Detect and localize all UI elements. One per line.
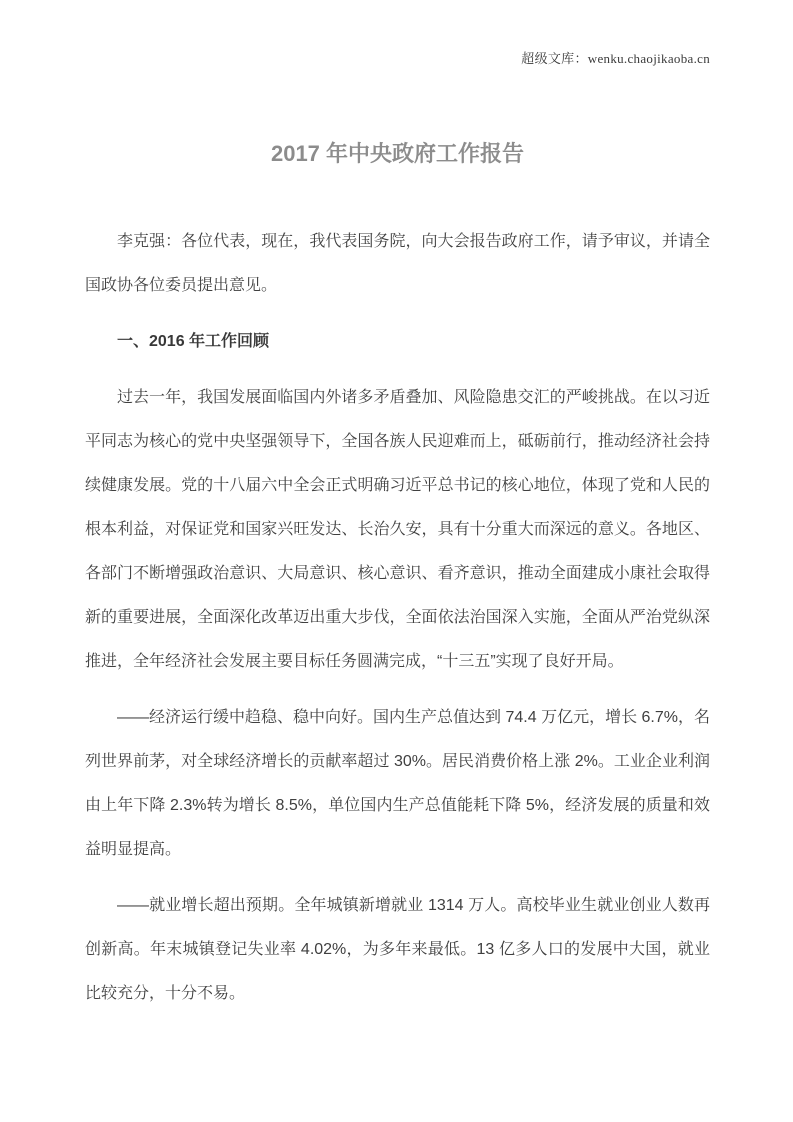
page-header — [0, 50, 793, 68]
paragraph-economy: ——经济运行缓中趋稳、稳中向好。国内生产总值达到 74.4 万亿元，增长 6.7%，名列世界前茅，对全球经济增长的贡献率超过 30%。居民消费价格上涨 2%。工业企业利润由上年下降 2.3%转为增长 8.5%，单位国内生产总值能耗下降 5%，经济发展的质量和效益明显提高。 — [85, 709, 710, 858]
section-heading-2016-review: 一、2016 年工作回顾 — [117, 333, 270, 350]
site-credit: 超级文库：wenku.chaojikaoba.cn — [521, 51, 710, 66]
paragraph-employment: ——就业增长超出预期。全年城镇新增就业 1314 万人。高校毕业生就业创业人数再创新高。年末城镇登记失业率 4.02%，为多年来最低。13 亿多人口的发展中大国，就业比较充分，十分不易。 — [85, 897, 710, 1002]
document-title: 2017 年中央政府工作报告 — [270, 141, 525, 166]
paragraph-overview: 过去一年，我国发展面临国内外诸多矛盾叠加、风险隐患交汇的严峻挑战。在以习近平同志为核心的党中央坚强领导下，全国各族人民迎难而上，砥砺前行，推动经济社会持续健康发展。党的十八届六中全会正式明确习近平总书记的核心地位，体现了党和人民的根本利益，对保证党和国家兴旺发达、长治久安，具有十分重大而深远的意义。各地区、各部门不断增强政治意识、大局意识、核心意识、看齐意识，推动全面建成小康社会取得新的重要进展，全面深化改革迈出重大步伐，全面依法治国深入实施，全面从严治党纵深推进，全年经济社会发展主要目标任务圆满完成，“十三五”实现了良好开局。 — [85, 389, 710, 670]
document-body — [0, 132, 793, 1016]
paragraph-intro: 李克强：各位代表，现在，我代表国务院，向大会报告政府工作，请予审议，并请全国政协各位委员提出意见。 — [85, 233, 710, 294]
